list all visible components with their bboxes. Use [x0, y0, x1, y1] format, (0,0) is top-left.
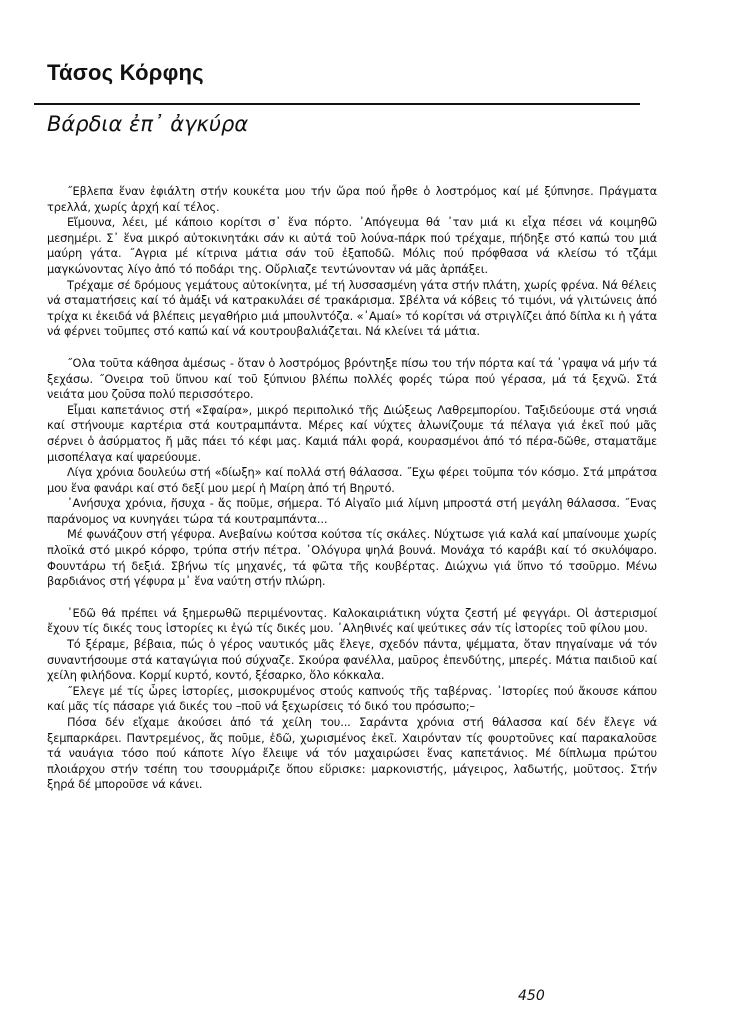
story-title: Βάρδια ἐπ᾽ ἀγκύρα [47, 112, 249, 136]
paragraph: Πόσα δέν εἴχαμε ἀκούσει ἀπό τά χείλη του... Σαράντα χρόνια στή θάλασσα καί δέν ἔλεγε νά ξεμπαρκάρει. Παντρεμένος, ἄς ποῦμε, ἐδῶ, χωρισμένος ἐκεῖ. Χαιρόνταν τίς φουρτοῦνες καί παρακαλοῦσε τά ναυάγια τόσο πού κάποτε λίγο ἔλειψε νά τόν μαχαιρώσει ἕνας καπετάνιος. Μέ δίπλωμα πρώτου πλοιάρχου στήν τσέπη του τσουρμάριζε ὅπου εὕρισκε: μαρκονιστής, μάγειρος, λαδωτής, μοῦτσος. Στήν ξηρά δέ μποροῦσε νά κάνει. [47, 715, 657, 792]
section-gap [47, 590, 657, 606]
paragraph: ᾽Ανήσυχα χρόνια, ἥσυχα - ἄς ποῦμε, σήμερα. Τό Αἰγαῖο μιά λίμνη μπροστά στή μεγάλη θάλασσα. ˝Ενας παράνομος να κυνηγάει τώρα τά κουτραμπάντα... [47, 496, 657, 526]
story-body [47, 184, 657, 793]
page-number: 450 [518, 988, 545, 1004]
paragraph: Εἶμαι καπετάνιος στή «Σφαίρα», μικρό περιπολικό τῆς Διώξεως Λαθρεμπορίου. Ταξιδεύουμε στά νησιά καί στήνουμε καρτέρια στά κουτραμπάντα. Μέρες καί νύχτες ἁλωνίζουμε τά πέλαγα γιά ἐκεῖ πού μᾶς σέρνει ὁ ἀσύρματος ἤ μᾶς πάει τό κέφι μας. Καμιά πάλι φορά, κουρασμένοι ἀπό τό πέρα-δῶθε, σταματᾶμε μισοπέλαγα καί ψαρεύουμε. [47, 402, 657, 464]
paragraph: Εἴμουνα, λέει, μέ κάποιο κορίτσι σ᾽ ἕνα πόρτο. ᾽Απόγευμα θά ᾽ταν μιά κι εἶχα πέσει νά κοιμηθῶ μεσημέρι. Σ᾽ ἕνα μικρό αὐτοκινητάκι σάν κι αὐτά τοῦ λούνα-πάρκ πού τρέχαμε, πήδηξε στό καπώ του μιά μαύρη γάτα. ˝Αγρια μέ κίτρινα μάτια σάν τοῦ ἐξαποδῶ. Μόλις πού πρόφθασα νά κλείσω τό τζάμι μαγκώνοντας λίγο ἀπό τό ποδάρι της. Οὔρλιαζε τεντώνονταν νά μᾶς ἁρπάξει. [47, 215, 657, 276]
author-name: Τάσος Κόρφης [47, 60, 204, 85]
section-gap [47, 340, 657, 356]
paragraph: Μέ φωνάζουν στή γέφυρα. Ανεβαίνω κούτσα κούτσα τίς σκάλες. Νύχτωσε γιά καλά καί μπαίνουμε χωρίς πλοϊκά στό μικρό κόρφο, τρύπα στήν πέτρα. ᾽Ολόγυρα ψηλά βουνά. Μονάχα τό καράβι καί τό σκυλόψαρο. Φουντάρω τή δεξιά. Σβήνω τίς μηχανές, τά φῶτα τῆς κουβέρτας. Διώχνω γιά ὕπνο τό τσοῦρμο. Μένω βαρδιάνος στή γέφυρα μ᾽ ἕνα ναύτη στήν πλώρη. [47, 527, 657, 589]
paragraph: ᾽Εδῶ θά πρέπει νά ξημερωθῶ περιμένοντας. Καλοκαιριάτικη νύχτα ζεστή μέ φεγγάρι. Οἱ ἀστερισμοί ἔχουν τίς δικές τους ἱστορίες κι ἐγώ τίς δικές μου. ᾽Αληθινές καί ψεύτικες σάν τίς ἱστορίες τοῦ φίλου μου. [47, 605, 657, 636]
paragraph: ˝Εβλεπα ἕναν ἐφιάλτη στήν κουκέτα μου τήν ὥρα πού ἦρθε ὁ λοστρόμος καί μέ ξύπνησε. Πράγματα τρελλά, χωρίς ἀρχή καί τέλος. [47, 184, 657, 214]
paragraph: Τό ξέραμε, βέβαια, πώς ὁ γέρος ναυτικός μᾶς ἔλεγε, σχεδόν πάντα, ψέμματα, ὅταν πηγαίναμε νά τόν συναντήσουμε στά καταγώγια πού σύχναζε. Σκούρα φανέλλα, μαῦρος ἐπενδύτης, μπερές. Μάτια παιδιοῦ καί χείλη φιλήδονα. Κορμί κυρτό, κοντό, ξέσαρκο, ὅλο κόκκαλα. [47, 637, 657, 683]
paragraph: ˝Ελεγε μέ τίς ὧρες ἱστορίες, μισοκρυμένος στούς καπνούς τῆς ταβέρνας. ᾽Ιστορίες πού ἄκουσε κάπου καί μᾶς τίς πάσαρε γιά δικές του –ποῦ νά ξεχωρίσεις τό δικό του πρόσωπο;– [47, 683, 657, 714]
paragraph: ˝Ολα τοῦτα κάθησα ἀμέσως - ὅταν ὁ λοστρόμος βρόντηξε πίσω του τήν πόρτα καί τά ᾽γραψα νά μήν τά ξεχάσω. ˝Ονειρα τοῦ ὕπνου καί τοῦ ξύπνιου βλέπω πολλές φορές τώρα πού γέρασα, μά τά ξεχνῶ. Στά νειάτα μου ζοῦσα πολύ περισσότερο. [47, 355, 657, 402]
paragraph: Λίγα χρόνια δουλεύω στή «δίωξη» καί πολλά στή θάλασσα. ˝Εχω φέρει τοῦμπα τόν κόσμο. Στά μπράτσα μου ἕνα φανάρι καί στό δεξί μου μερί ἡ Μαίρη ἀπό τή Βηρυτό. [47, 465, 657, 495]
title-rule [34, 103, 640, 105]
paragraph: Τρέχαμε σέ δρόμους γεμάτους αὐτοκίνητα, μέ τή λυσσασμένη γάτα στήν πλάτη, χωρίς φρένα. Νά θέλεις νά σταματήσεις καί τό ἁμάξι νά κατρακυλάει σέ τρακάρισμα. Σβέλτα νά κόβεις τό τιμόνι, νά γλιτώνεις ἀπό τρίχα κι ἐκειδά νά βλέπεις μεγαθήριο μιά μπουλντόζα. «᾽Αμαί» τό κορίτσι νά στριγλίζει ἀπό δίπλα κι ἡ γάτα νά φέρνει τοῦμπες στό καπώ καί νά κουτρουβαλιάζεται. Νά κλείνει τά μάτια. [47, 277, 657, 339]
